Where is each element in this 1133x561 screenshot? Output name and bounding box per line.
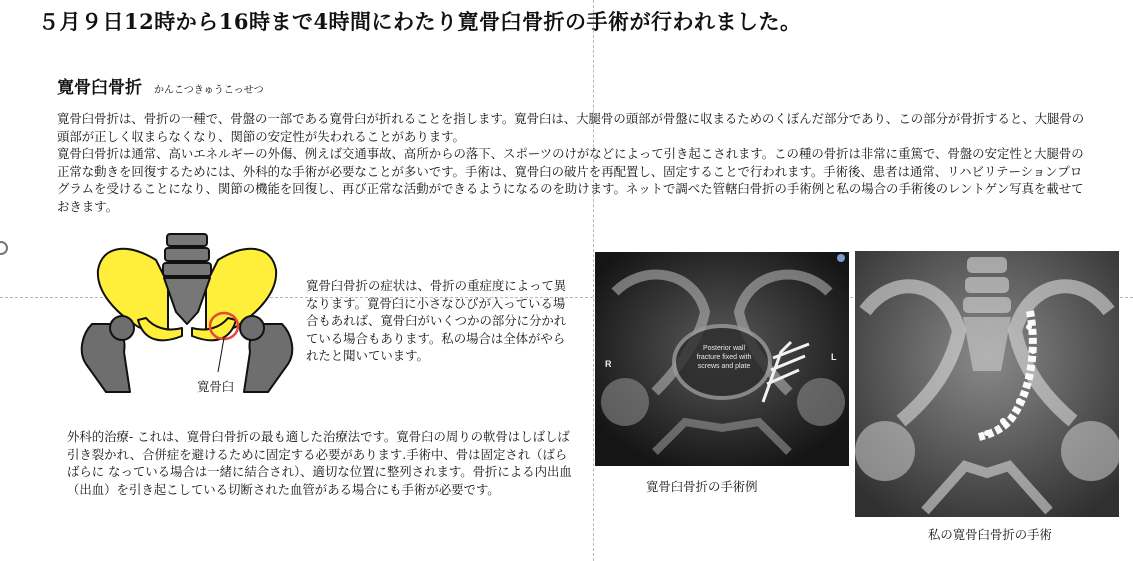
- xray-mine-image: [855, 251, 1119, 517]
- acetabulum-label: 寛骨臼: [197, 379, 235, 394]
- label-pointer: [218, 338, 224, 372]
- intro-paragraph: 寛骨臼骨折は、骨折の一種で、骨盤の一部である寛骨臼が折れることを指します。寛骨臼は、大腿骨の頭部が骨盤に収まるためのくぼんだ部分であり、この部分が骨折すると、大腿骨の頭部が正しく収まらなくなり、関節の安定性が失われることがあります。: [57, 111, 1085, 144]
- treatment-text: 外科的治療- これは、寛骨臼骨折の最も適した治療法です。寛骨臼の周りの軟骨はしばしば引き裂かれ、合併症を避けるために固定する必要があります.手術中、骨は固定され（ばらばらに なっている場合は一緒に結合され）、適切な位置に整列されます。骨折による内出血（出血）を引き起こしている切断された血管がある場合にも手術が必要です。: [67, 429, 572, 497]
- xray-annotation: [687, 344, 761, 371]
- annotation-line: Posterior wall: [702, 345, 745, 352]
- pelvis-diagram: [72, 232, 302, 397]
- vertebra: [167, 234, 207, 246]
- right-ilium: [206, 249, 276, 331]
- xray-mine-caption: 私の寛骨臼骨折の手術: [928, 527, 1052, 542]
- vertebra: [163, 263, 211, 276]
- vertebra: [165, 248, 209, 261]
- xray-example-caption: 寛骨臼骨折の手術例: [646, 479, 758, 494]
- intro-paragraph: 寛骨臼骨折は通常、高いエネルギーの外傷、例えば交通事故、高所からの落下、スポーツのけがなどによって引き起こされます。この種の骨折は非常に重篤で、骨盤の安定性と大腿骨の正常な動きを回復するためには、外科的な手術が必要なことが多いです。手術は、寛骨臼の破片を再配置し、固定することで行われます。手術後、患者は通常、リハビリテーションプログラムを受けることになり、関節の機能を回復し、再び正常な活動ができるようになるのを助けます。ネットで調べた管轄臼骨折の手術例と私の場合の手術後のレントゲン写真を載せておきます。: [57, 146, 1084, 214]
- heading-main: 寛骨臼骨折: [57, 78, 142, 98]
- section-heading: [57, 73, 264, 98]
- pelvis-illustration: [72, 232, 302, 397]
- intro-text: [57, 110, 1092, 215]
- annotation-line: fracture fixed with: [696, 354, 752, 361]
- left-femoral-head: [110, 316, 134, 340]
- right-femoral-head: [240, 316, 264, 340]
- sacrum: [164, 278, 210, 324]
- heading-reading: かんこつきゅうこっせつ: [154, 85, 264, 96]
- xray-side-left: L: [831, 352, 837, 362]
- page-title: ５月９日12時から16時まで4時間にわたり寛骨臼骨折の手術が行われました。: [38, 9, 802, 34]
- left-ilium: [98, 249, 168, 331]
- edge-handle-icon[interactable]: [0, 241, 8, 255]
- xray-example-photo: [595, 252, 849, 466]
- xray-side-right: R: [605, 359, 612, 369]
- xray-mine-photo: [855, 251, 1119, 517]
- symptoms-text: 寛骨臼骨折の症状は、骨折の重症度によって異なります。寛骨臼に小さなひびが入っている場合もあれば、寛骨臼がいくつかの部分に分かれている場合もあります。私の場合は全体がやられたと聞いています。: [306, 278, 567, 363]
- annotation-line: screws and plate: [697, 363, 751, 370]
- layout-guide-vertical: [593, 0, 594, 561]
